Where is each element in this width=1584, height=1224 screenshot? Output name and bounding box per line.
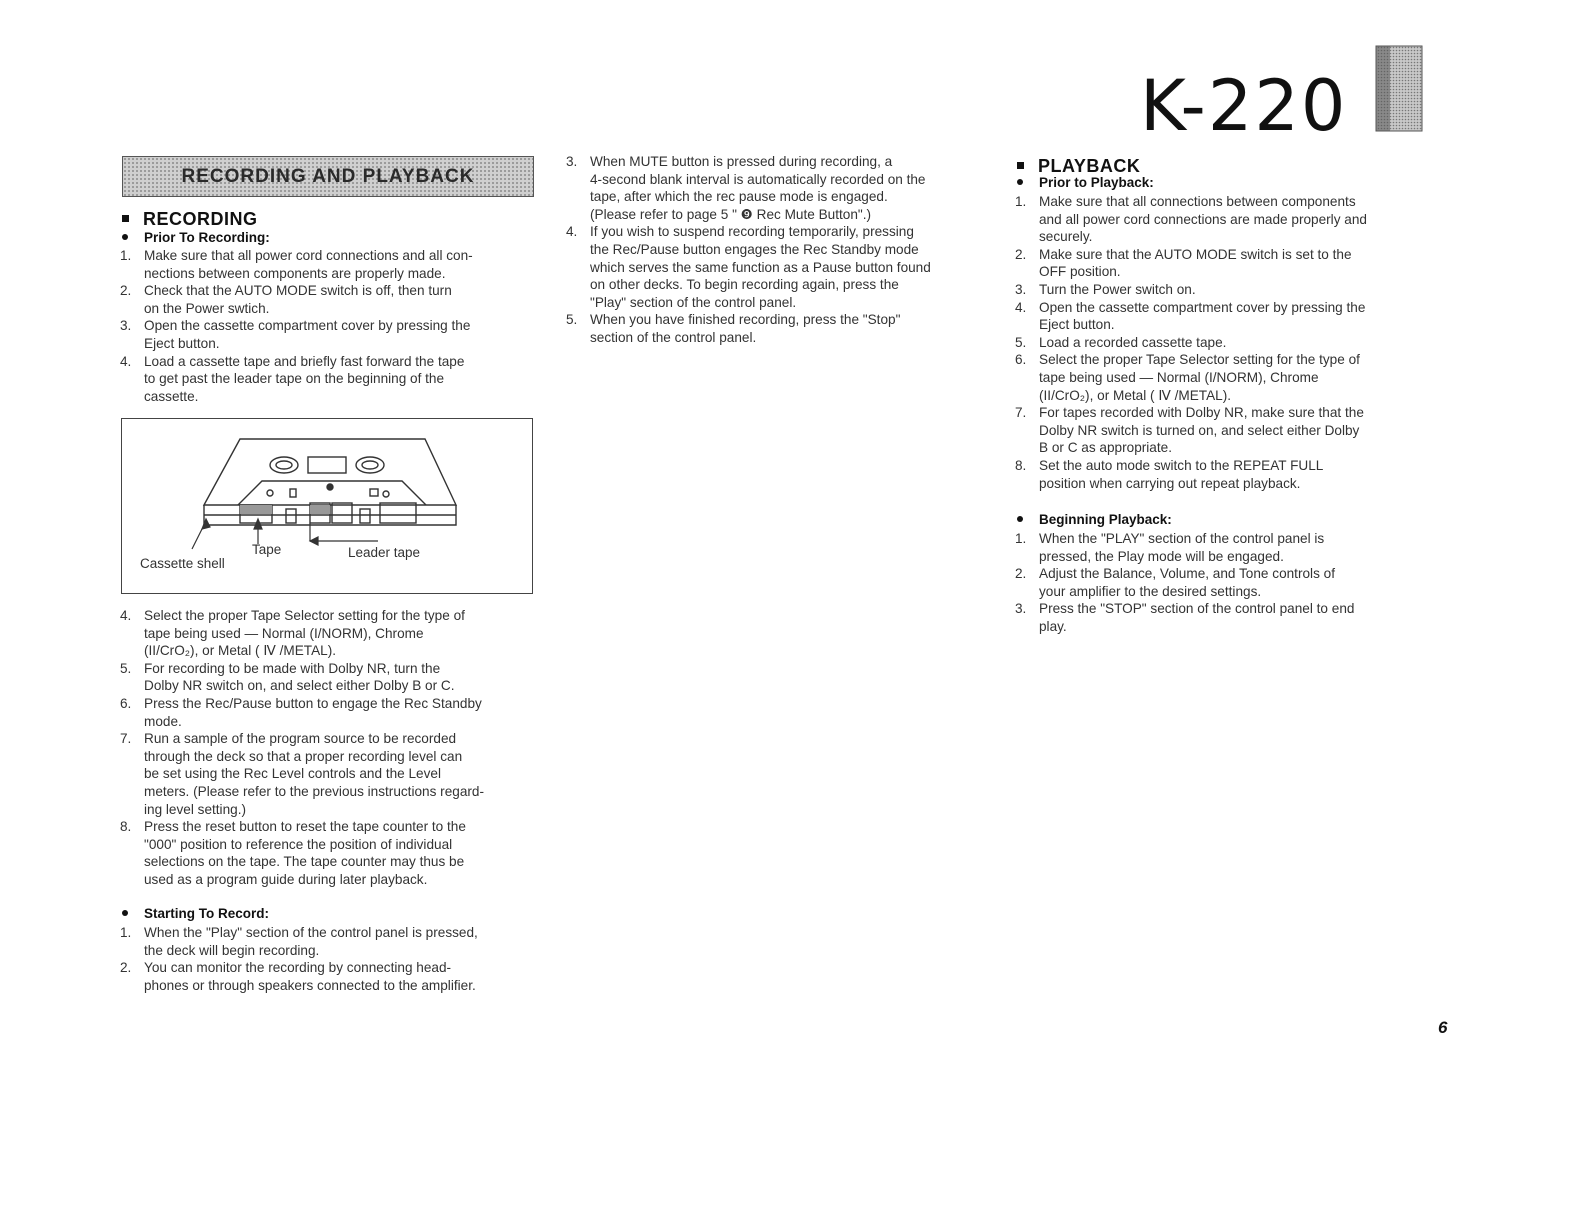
step-text-line: Press the "STOP" section of the control panel to end bbox=[1039, 601, 1355, 617]
page-number: 6 bbox=[1438, 1018, 1448, 1037]
step-text-line: position when carrying out repeat playback. bbox=[1039, 475, 1301, 491]
step-text-line: (II/CrO₂), or Metal ( Ⅳ /METAL). bbox=[1039, 387, 1232, 403]
step-number: 3. bbox=[1015, 281, 1027, 297]
step-text-line: B or C as appropriate. bbox=[1039, 440, 1172, 456]
step-text-line: which serves the same function as a Pause button found bbox=[590, 259, 931, 275]
step-text-line: Turn the Power switch on. bbox=[1039, 281, 1196, 297]
list-item bbox=[120, 282, 540, 317]
step-text-line: nections between components are properly made. bbox=[144, 265, 446, 281]
step-number: 3. bbox=[566, 154, 578, 169]
step-text-line: your amplifier to the desired settings. bbox=[1039, 583, 1262, 599]
recording-steps-list bbox=[120, 607, 540, 889]
bullet-icon bbox=[122, 910, 128, 916]
step-text-line: phones or through speakers connected to the amplifier. bbox=[144, 977, 476, 993]
step-text-line: section of the control panel. bbox=[590, 329, 757, 345]
step-text-line: on the Power swtich. bbox=[144, 300, 270, 316]
step-text-line: Check that the AUTO MODE switch is off, then turn bbox=[144, 283, 452, 299]
bullet-icon bbox=[1017, 179, 1023, 185]
cassette-shell-label: Cassette shell bbox=[140, 556, 225, 571]
step-text-line: "Play" section of the control panel. bbox=[590, 294, 797, 310]
list-item bbox=[1015, 404, 1435, 457]
step-text-line: If you wish to suspend recording temporarily, pressing bbox=[590, 224, 914, 240]
step-text-line: 4-second blank interval is automatically recorded on the bbox=[590, 171, 926, 187]
step-number: 2. bbox=[1015, 566, 1027, 582]
logo-text: K-220 bbox=[1140, 65, 1348, 135]
recording-heading: RECORDING bbox=[122, 209, 258, 230]
step-text-line: Press the Rec/Pause button to engage the Rec Standby bbox=[144, 695, 482, 711]
list-item bbox=[120, 695, 540, 730]
step-text-line: cassette. bbox=[144, 388, 199, 404]
step-text-line: (II/CrO₂), or Metal ( Ⅳ /METAL). bbox=[144, 643, 337, 659]
step-text-line: Press the reset button to reset the tape counter to the bbox=[144, 819, 466, 835]
step-text-line: through the deck so that a proper recording level can bbox=[144, 748, 463, 764]
step-text-line: Make sure that all connections between components bbox=[1039, 194, 1356, 209]
step-text-line: Load a recorded cassette tape. bbox=[1039, 334, 1227, 350]
step-number: 2. bbox=[120, 283, 132, 299]
list-item bbox=[566, 153, 986, 223]
step-text-line: pressed, the Play mode will be engaged. bbox=[1039, 548, 1284, 564]
step-text-line: For recording to be made with Dolby NR, turn the bbox=[144, 660, 441, 676]
step-text-line: Open the cassette compartment cover by pressing the bbox=[144, 318, 471, 334]
prior-to-recording-title: Prior To Recording: bbox=[122, 230, 270, 245]
list-item bbox=[1015, 530, 1435, 565]
step-number: 4. bbox=[120, 353, 132, 369]
step-number: 5. bbox=[1015, 334, 1027, 350]
bullet-icon bbox=[122, 234, 128, 240]
step-text-line: For tapes recorded with Dolby NR, make sure that the bbox=[1039, 405, 1364, 421]
step-text-line: Select the proper Tape Selector setting for the type of bbox=[1039, 352, 1360, 368]
list-item bbox=[1015, 565, 1435, 600]
prior-to-playback-title: Prior to Playback: bbox=[1017, 175, 1154, 190]
beginning-playback-title: Beginning Playback: bbox=[1017, 512, 1172, 527]
step-text-line: securely. bbox=[1039, 229, 1093, 245]
section-title: RECORDING AND PLAYBACK bbox=[181, 165, 475, 187]
starting-to-record-list bbox=[120, 924, 540, 994]
step-text-line: to get past the leader tape on the beginning of the bbox=[144, 371, 445, 387]
list-item bbox=[120, 924, 540, 959]
list-item bbox=[1015, 351, 1435, 404]
list-item bbox=[120, 730, 540, 818]
step-number: 5. bbox=[120, 660, 132, 676]
step-text-line: be set using the Rec Level controls and the Level bbox=[144, 766, 441, 782]
step-number: 4. bbox=[1015, 299, 1027, 315]
step-text-line: You can monitor the recording by connecting head- bbox=[144, 960, 452, 976]
prior-to-playback-list bbox=[1015, 193, 1435, 492]
list-item bbox=[120, 247, 540, 282]
step-number: 1. bbox=[120, 248, 132, 263]
step-text-line: When MUTE button is pressed during recording, a bbox=[590, 154, 893, 169]
list-item bbox=[1015, 246, 1435, 281]
list-item bbox=[120, 959, 540, 994]
starting-to-record-title: Starting To Record: bbox=[122, 906, 269, 921]
step-number: 7. bbox=[120, 731, 132, 747]
step-number: 2. bbox=[120, 960, 132, 976]
square-bullet-icon bbox=[1017, 162, 1024, 169]
step-text-line: ing level setting.) bbox=[144, 801, 247, 817]
list-item bbox=[1015, 281, 1435, 299]
step-number: 6. bbox=[120, 695, 132, 711]
step-text-line: Open the cassette compartment cover by pressing the bbox=[1039, 299, 1366, 315]
cassette-diagram bbox=[121, 418, 533, 594]
step-text-line: Dolby NR switch is turned on, and select either Dolby bbox=[1039, 422, 1360, 438]
step-number: 2. bbox=[1015, 246, 1027, 262]
step-text-line: Make sure that all power cord connections and all con- bbox=[144, 248, 473, 263]
list-item bbox=[1015, 600, 1435, 635]
list-item bbox=[1015, 193, 1435, 246]
brand-logo bbox=[1140, 40, 1430, 140]
step-number: 3. bbox=[1015, 601, 1027, 617]
step-text-line: tape, after which the rec pause mode is engaged. bbox=[590, 189, 888, 205]
step-text-line: When the "PLAY" section of the control panel is bbox=[1039, 531, 1325, 546]
step-text-line: (Please refer to page 5 " ❾ Rec Mute Button".) bbox=[590, 206, 872, 222]
step-number: 1. bbox=[1015, 194, 1027, 209]
playback-heading: PLAYBACK bbox=[1017, 156, 1140, 177]
tape-label: Tape bbox=[252, 542, 282, 557]
list-item bbox=[120, 818, 540, 888]
step-text-line: Set the auto mode switch to the REPEAT FULL bbox=[1039, 457, 1324, 473]
step-number: 4. bbox=[120, 608, 132, 623]
step-text-line: the Rec/Pause button engages the Rec Standby mode bbox=[590, 241, 919, 257]
list-item bbox=[1015, 457, 1435, 492]
square-bullet-icon bbox=[122, 215, 129, 222]
list-item bbox=[120, 317, 540, 352]
step-number: 4. bbox=[566, 224, 578, 240]
list-item bbox=[566, 223, 986, 311]
step-text-line: Dolby NR switch on, and select either Dolby B or C. bbox=[144, 678, 455, 694]
step-text-line: When you have finished recording, press the "Stop" bbox=[590, 312, 901, 328]
prior-to-recording-list bbox=[120, 247, 540, 405]
step-text-line: on other decks. To begin recording again, press the bbox=[590, 277, 899, 293]
list-item bbox=[120, 660, 540, 695]
list-item bbox=[120, 607, 540, 660]
step-text-line: OFF position. bbox=[1039, 264, 1121, 280]
step-text-line: the deck will begin recording. bbox=[144, 942, 320, 958]
step-number: 5. bbox=[566, 312, 578, 328]
step-text-line: tape being used — Normal (I/NORM), Chrome bbox=[144, 625, 424, 641]
step-number: 1. bbox=[1015, 531, 1027, 546]
bullet-icon bbox=[1017, 516, 1023, 522]
step-text-line: When the "Play" section of the control panel is pressed, bbox=[144, 925, 478, 940]
step-text-line: selections on the tape. The tape counter may thus be bbox=[144, 854, 465, 870]
step-number: 6. bbox=[1015, 352, 1027, 368]
recording-continued-list bbox=[566, 153, 986, 347]
step-number: 3. bbox=[120, 318, 132, 334]
beginning-playback-list bbox=[1015, 530, 1435, 636]
step-number: 8. bbox=[120, 819, 132, 835]
list-item bbox=[1015, 334, 1435, 352]
step-text-line: mode. bbox=[144, 713, 182, 729]
step-text-line: used as a program guide during later playback. bbox=[144, 871, 428, 887]
step-number: 8. bbox=[1015, 457, 1027, 473]
step-text-line: meters. (Please refer to the previous instructions regard- bbox=[144, 783, 484, 799]
section-banner bbox=[122, 156, 534, 197]
list-item bbox=[1015, 299, 1435, 334]
step-text-line: Eject button. bbox=[144, 335, 220, 351]
step-text-line: play. bbox=[1039, 618, 1067, 634]
step-number: 7. bbox=[1015, 405, 1027, 421]
step-text-line: and all power cord connections are made properly and bbox=[1039, 211, 1367, 227]
leader-tape-label: Leader tape bbox=[348, 545, 421, 560]
step-text-line: Eject button. bbox=[1039, 317, 1115, 333]
list-item bbox=[120, 353, 540, 406]
step-text-line: Select the proper Tape Selector setting for the type of bbox=[144, 608, 465, 623]
step-text-line: Load a cassette tape and briefly fast forward the tape bbox=[144, 353, 465, 369]
list-item bbox=[566, 311, 986, 346]
step-text-line: Adjust the Balance, Volume, and Tone controls of bbox=[1039, 566, 1335, 582]
step-number: 1. bbox=[120, 925, 132, 940]
step-text-line: Make sure that the AUTO MODE switch is set to the bbox=[1039, 246, 1352, 262]
step-text-line: tape being used — Normal (I/NORM), Chrome bbox=[1039, 369, 1319, 385]
step-text-line: Run a sample of the program source to be recorded bbox=[144, 731, 457, 747]
step-text-line: "000" position to reference the position of individual bbox=[144, 836, 453, 852]
